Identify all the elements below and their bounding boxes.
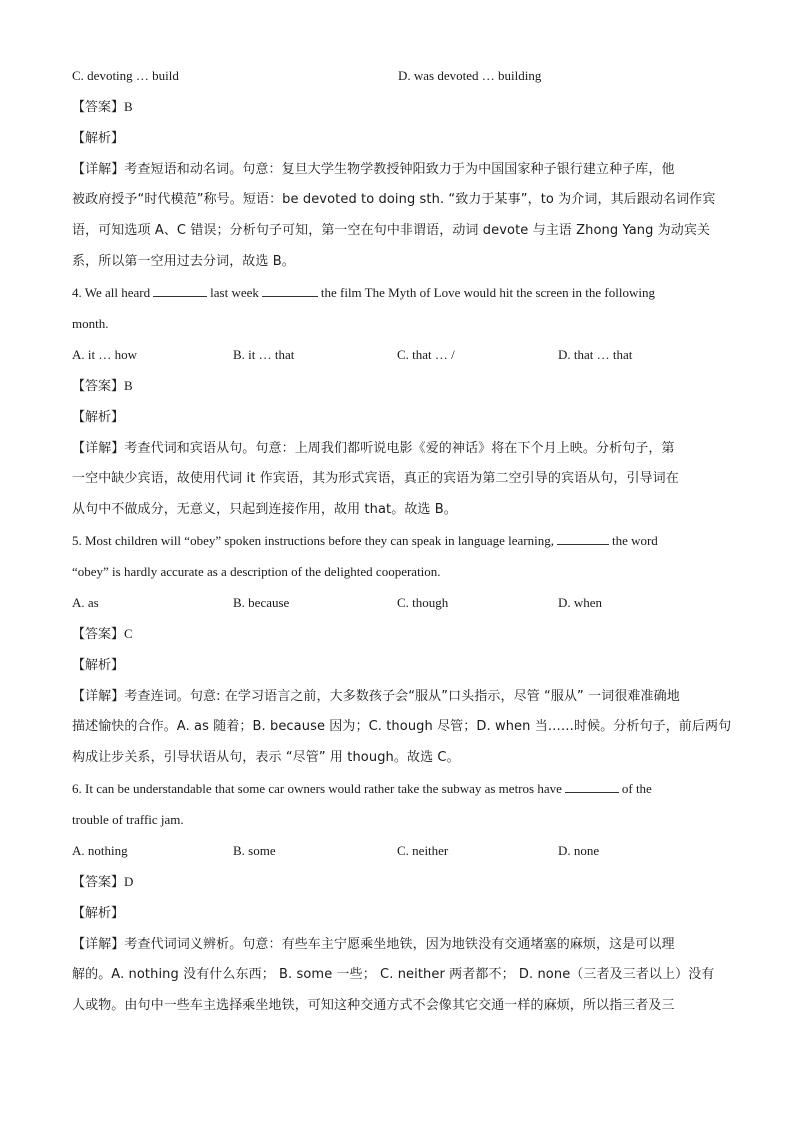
q5-option-d[interactable]: D. when [558, 595, 603, 610]
q3-detail-line: 被政府授予“时代模范”称号。短语：be devoted to doing sth. “致力于某事”，to 为介词，其后跟动名词作宾 [72, 192, 716, 207]
answer-blank[interactable] [557, 530, 609, 545]
q5-option-b[interactable]: B. because [233, 595, 290, 610]
answer-value: D [124, 874, 134, 889]
q6-options [72, 839, 724, 870]
q4-stem: 4. We all heard last week the film The Myth of Love would hit the screen in the following [72, 281, 724, 312]
q3-option-d[interactable]: D. was devoted … building [398, 68, 542, 83]
q5-option-c[interactable]: C. though [397, 595, 449, 610]
q6-option-a[interactable]: A. nothing [72, 843, 128, 858]
analysis-tag: 【解析】 [72, 131, 125, 146]
q5-answer [72, 622, 724, 653]
q5-stem: 5. Most children will “obey” spoken instructions before they can speak in language learning, the word [72, 529, 724, 560]
answer-blank[interactable] [565, 778, 619, 793]
q4-stem-cont: month. [72, 316, 109, 331]
q6-option-b[interactable]: B. some [233, 843, 276, 858]
detail-tag: 【详解】 [72, 162, 125, 177]
answer-blank[interactable] [153, 282, 207, 297]
q4-option-d[interactable]: D. that … that [558, 347, 633, 362]
q3-detail-line: 语，可知选项 A、C 错误；分析句子可知，第一空在句中非谓语，动词 devote 与主语 Zhong Yang 为动宾关 [72, 223, 711, 238]
answer-tag: 【答案】 [72, 627, 125, 642]
answer-blank[interactable] [262, 282, 318, 297]
answer-value: B [124, 99, 133, 114]
detail-tag: 【详解】 [72, 689, 125, 704]
q6-detail-line: 解的。A. nothing 没有什么东西； B. some 一些； C. neither 两者都不； D. none（三者及三者以上）没有 [72, 967, 715, 982]
q3-answer [72, 95, 724, 126]
q6-stem-cont: trouble of traffic jam. [72, 812, 184, 827]
q4-detail-line: 【详解】考查代词和宾语从句。句意：上周我们都听说电影《爱的神话》将在下个月上映。分析句子，第 [72, 441, 675, 456]
q4-option-a[interactable]: A. it … how [72, 347, 137, 362]
q6-option-c[interactable]: C. neither [397, 843, 449, 858]
q4-detail-line: 从句中不做成分，无意义，只起到连接作用，故用 that。故选 B。 [72, 502, 457, 517]
analysis-tag: 【解析】 [72, 906, 125, 921]
document-page [72, 64, 732, 1025]
detail-tag: 【详解】 [72, 441, 125, 456]
q5-detail-line: 构成让步关系，引导状语从句，表示 “尽管” 用 though。故选 C。 [72, 750, 460, 765]
q5-option-a[interactable]: A. as [72, 595, 99, 610]
q3-option-c[interactable]: C. devoting … build [72, 68, 179, 83]
q5-detail-line: 描述愉快的合作。A. as 随着；B. because 因为；C. though 尽管；D. when 当……时候。分析句子，前后两句 [72, 719, 732, 734]
q6-answer [72, 870, 724, 901]
q3-analysis [72, 126, 724, 157]
q4-options [72, 343, 724, 374]
q6-stem: 6. It can be understandable that some car owners would rather take the subway as metros have of the [72, 777, 724, 808]
analysis-tag: 【解析】 [72, 410, 125, 425]
q5-options [72, 591, 724, 622]
answer-value: C [124, 626, 133, 641]
q5-detail-line: 【详解】考查连词。句意: 在学习语言之前，大多数孩子会“服从”口头指示，尽管 “服从” 一词很难准确地 [72, 689, 680, 704]
q3-detail-line: 系，所以第一空用过去分词，故选 B。 [72, 254, 295, 269]
answer-value: B [124, 378, 133, 393]
q3-detail-line: 【详解】考查短语和动名词。句意：复旦大学生物学教授钟阳致力于为中国国家种子银行建立种子库，他 [72, 162, 675, 177]
q6-option-d[interactable]: D. none [558, 843, 600, 858]
analysis-tag: 【解析】 [72, 658, 125, 673]
q6-analysis [72, 901, 724, 932]
q3-options [72, 64, 724, 95]
answer-tag: 【答案】 [72, 875, 125, 890]
q6-detail-line: 人或物。由句中一些车主选择乘坐地铁，可知这种交通方式不会像其它交通一样的麻烦，所以指三者及三 [72, 998, 675, 1013]
answer-tag: 【答案】 [72, 379, 125, 394]
q5-analysis [72, 653, 724, 684]
q4-analysis [72, 405, 724, 436]
q4-option-b[interactable]: B. it … that [233, 347, 295, 362]
q4-detail-line: 一空中缺少宾语，故使用代词 it 作宾语，其为形式宾语，真正的宾语为第二空引导的宾语从句，引导词在 [72, 471, 679, 486]
q4-option-c[interactable]: C. that … / [397, 347, 455, 362]
q4-answer [72, 374, 724, 405]
q5-stem-cont: “obey” is hardly accurate as a description of the delighted cooperation. [72, 564, 441, 579]
detail-tag: 【详解】 [72, 937, 125, 952]
q6-detail-line: 【详解】考查代词词义辨析。句意：有些车主宁愿乘坐地铁，因为地铁没有交通堵塞的麻烦，这是可以理 [72, 937, 675, 952]
answer-tag: 【答案】 [72, 100, 125, 115]
